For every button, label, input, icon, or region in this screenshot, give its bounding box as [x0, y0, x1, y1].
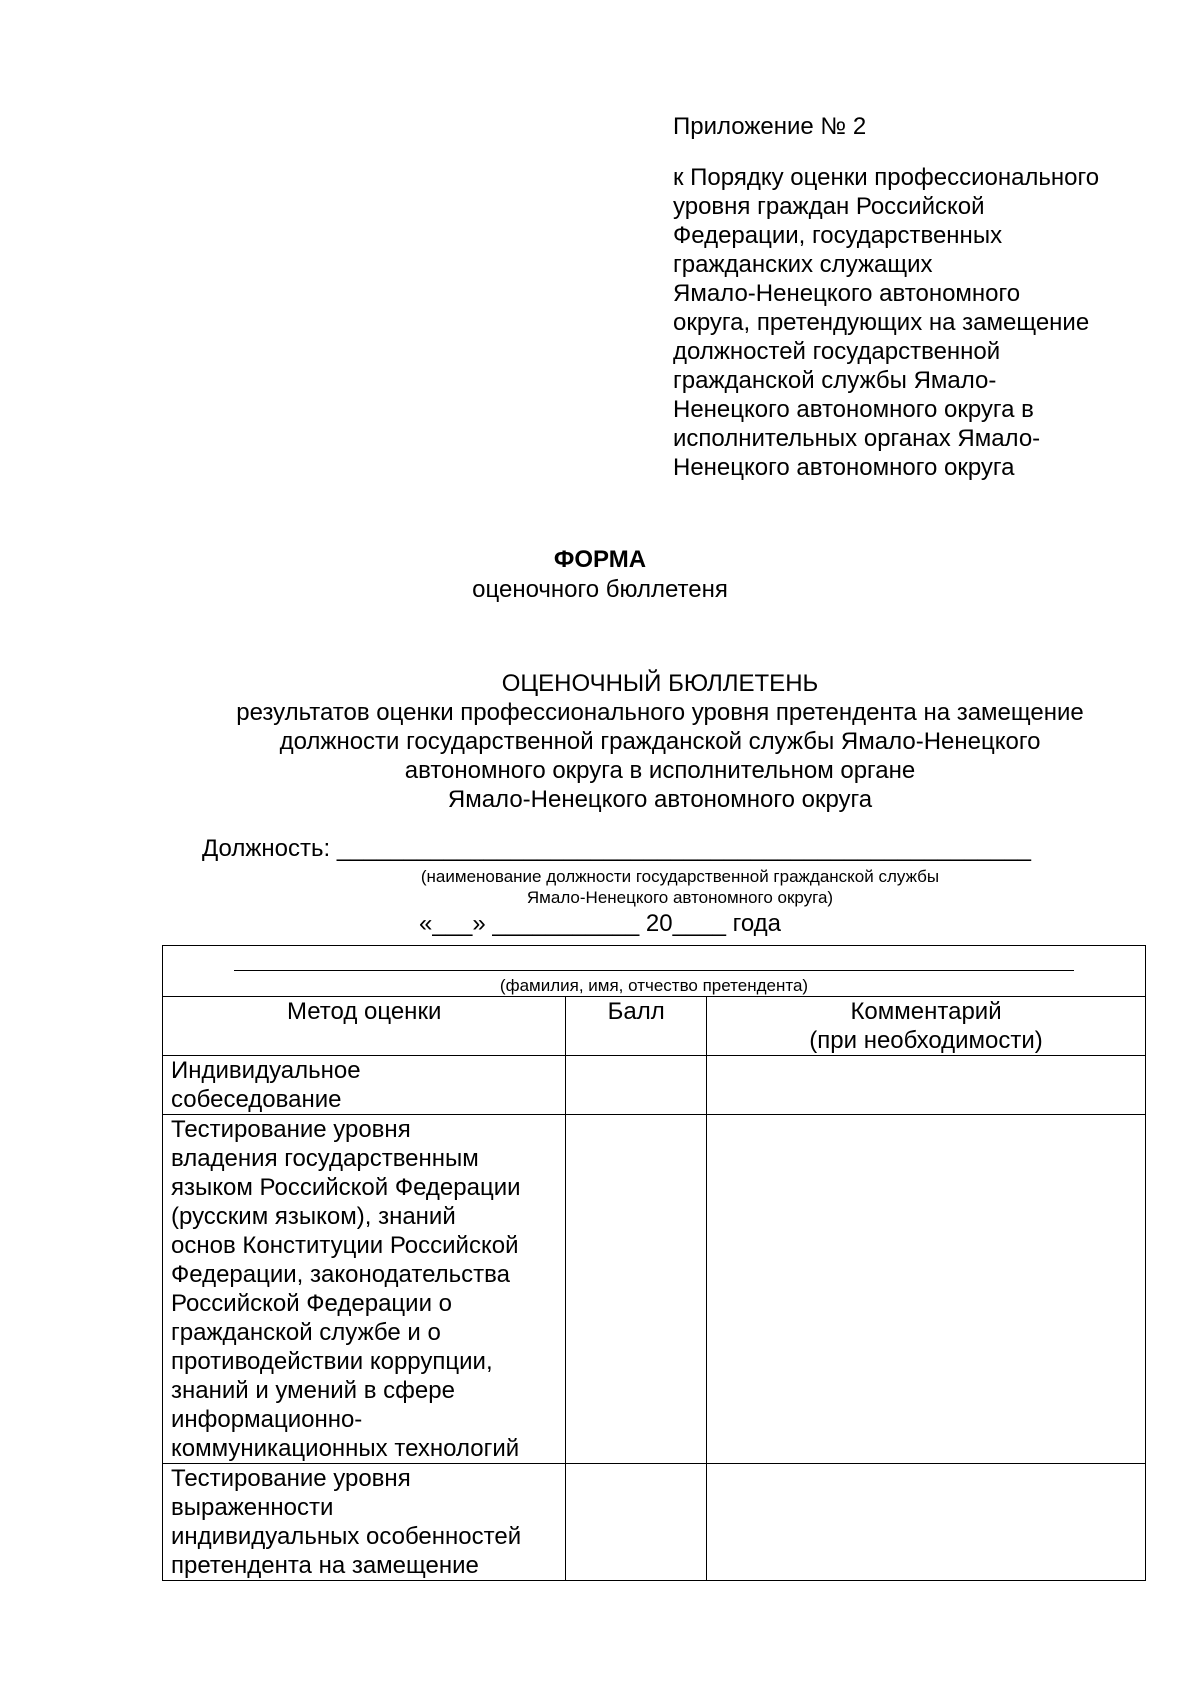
bulletin-body: результатов оценки профессионального уровня претендента на замещение должности государственной гражданской службы Ямало-Ненецкого автономного округа в исполнительном органе Ямало-Ненецкого автономного округа [236, 699, 1084, 813]
form-title: ФОРМА [553, 546, 647, 573]
method-cell: Тестирование уровня владения государственным языком Российской Федерации (русским языком), знаний основ Конституции Российской Федерации, законодательства Российской Федерации о гражданской службе и о противодействии коррупции, знаний и умений в сфере информационно- коммуникационных технологий [163, 1115, 566, 1464]
score-cell [566, 1115, 707, 1464]
appendix-block [673, 112, 1153, 482]
score-cell [566, 1056, 707, 1115]
candidate-name-cell [163, 946, 1146, 997]
header-method: Метод оценки [163, 997, 566, 1056]
evaluation-table [162, 945, 1146, 1581]
form-subtitle: оценочного бюллетеня [472, 576, 728, 603]
bulletin-title: ОЦЕНОЧНЫЙ БЮЛЛЕТЕНЬ [501, 670, 819, 697]
comment-cell [707, 1056, 1146, 1115]
method-cell: Тестирование уровня выраженности индивидуальных особенностей претендента на замещение [163, 1464, 566, 1581]
header-comment: Комментарий (при необходимости) [707, 997, 1146, 1056]
appendix-text: к Порядку оценки профессионального уровня граждан Российской Федерации, государственных гражданских служащих Ямало-Ненецкого автономного округа, претендующих на замещение должностей государственной гражданской службы Ямало- Ненецкого автономного округа в исполнительных органах Ямало- Ненецкого автономного округа [673, 164, 1100, 481]
score-cell [566, 1464, 707, 1581]
method-cell: Индивидуальное собеседование [163, 1056, 566, 1115]
candidate-name-hint: (фамилия, имя, отчество претендента) [499, 976, 809, 995]
candidate-name-underline [234, 956, 1074, 971]
table-row [163, 1115, 1146, 1464]
comment-cell [707, 1464, 1146, 1581]
appendix-number: Приложение № 2 [673, 113, 867, 140]
table-header-row [163, 997, 1146, 1056]
date-line: «___» ___________ 20____ года [418, 910, 782, 937]
comment-cell [707, 1115, 1146, 1464]
bulletin-heading [150, 669, 1170, 814]
position-hint: (наименование должности государственной гражданской службы Ямало-Ненецкого автономного округа) [420, 867, 940, 907]
candidate-name-row [163, 946, 1146, 997]
header-score: Балл [566, 997, 707, 1056]
position-line: Должность: ____________________________________________________ [202, 835, 1031, 862]
table-row [163, 1464, 1146, 1581]
table-row [163, 1056, 1146, 1115]
